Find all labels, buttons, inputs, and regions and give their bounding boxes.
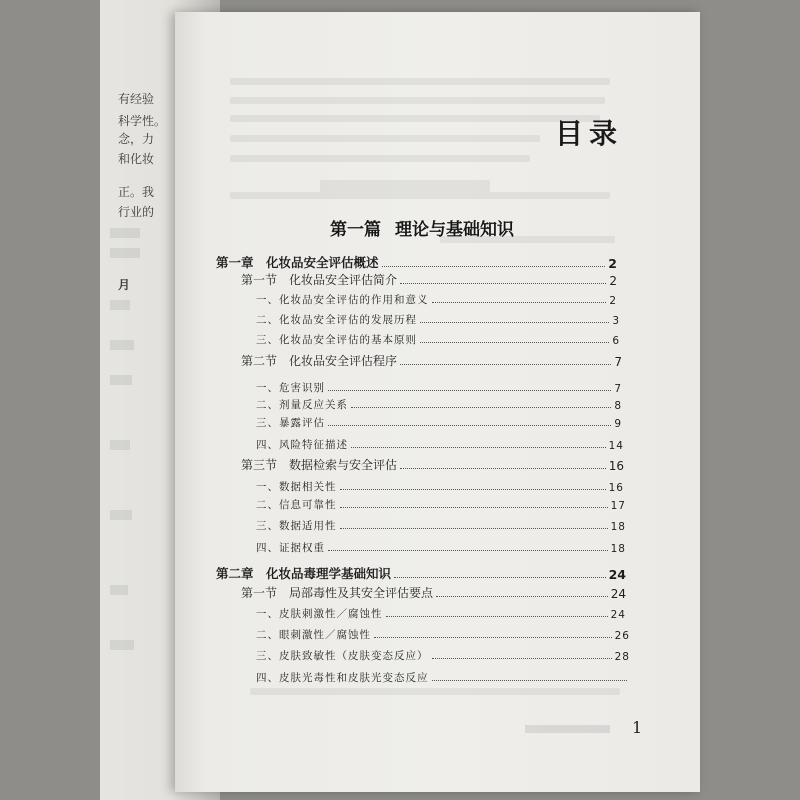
toc-entry — [256, 380, 622, 395]
part-prefix: 第一篇 — [330, 220, 381, 240]
left-page-fragment: 正。我 — [118, 185, 155, 199]
ghost-text — [230, 115, 600, 122]
ghost-text — [110, 510, 132, 520]
toc-entry — [256, 648, 630, 663]
toc-entry-page: 26 — [614, 630, 630, 642]
toc-leader-dots — [400, 364, 611, 365]
toc-entry-label: 一、皮肤刺激性／腐蚀性 — [256, 608, 383, 620]
toc-entry — [256, 670, 630, 685]
toc-entry-label: 二、眼刺激性／腐蚀性 — [256, 629, 371, 641]
ghost-text — [230, 155, 530, 162]
toc-entry-label: 第一节 化妆品安全评估简介 — [241, 273, 398, 287]
toc-entry — [256, 518, 626, 533]
left-page-fragment: 行业的 — [118, 205, 155, 219]
toc-entry — [256, 437, 624, 452]
toc-entry-label: 四、皮肤光毒性和皮肤光变态反应 — [256, 672, 429, 684]
toc-entry-label: 第一节 局部毒性及其安全评估要点 — [241, 586, 434, 600]
toc-entry — [216, 564, 626, 582]
ghost-text — [525, 725, 610, 733]
toc-entry — [241, 584, 626, 601]
part-name: 理论与基础知识 — [395, 220, 514, 240]
toc-leader-dots — [420, 342, 609, 343]
ghost-text — [110, 440, 130, 450]
page-number: 1 — [632, 718, 643, 737]
toc-leader-dots — [400, 468, 606, 469]
toc-entry-label: 三、数据适用性 — [256, 520, 337, 532]
toc-entry-page: 7 — [614, 355, 622, 369]
part-title — [330, 215, 514, 240]
toc-entry-page: 2 — [609, 274, 617, 288]
toc-entry-page: 9 — [614, 418, 622, 430]
toc-entry-page: 24 — [610, 609, 626, 621]
toc-entry-page: 28 — [614, 651, 630, 663]
toc-entry — [256, 312, 620, 327]
left-page-fragment: 月 — [118, 278, 131, 292]
page-title: 目录 — [555, 117, 624, 150]
left-page-fragment: 念，力 — [118, 132, 155, 146]
toc-leader-dots — [340, 489, 606, 490]
toc-entry — [241, 352, 622, 369]
toc-leader-dots — [436, 596, 608, 597]
toc-entry-page: 17 — [610, 500, 626, 512]
toc-entry-label: 二、化妆品安全评估的发展历程 — [256, 314, 417, 326]
toc-leader-dots — [351, 447, 606, 448]
toc-entry-page: 24 — [610, 587, 626, 601]
ghost-text — [110, 375, 132, 385]
toc-entry — [256, 497, 626, 512]
toc-entry — [256, 292, 617, 307]
ghost-text — [110, 228, 140, 238]
ghost-text — [230, 97, 605, 104]
toc-entry-label: 第二节 化妆品安全评估程序 — [241, 354, 398, 368]
toc-entry-label: 三、化妆品安全评估的基本原则 — [256, 334, 417, 346]
ghost-text — [110, 248, 140, 258]
ghost-text — [230, 78, 610, 85]
toc-entry-page: 24 — [608, 567, 626, 582]
toc-entry-page: 16 — [608, 459, 624, 473]
toc-entry-page: 2 — [609, 295, 617, 307]
toc-entry — [256, 332, 620, 347]
toc-leader-dots — [386, 616, 608, 617]
toc-entry-label: 一、化妆品安全评估的作用和意义 — [256, 294, 429, 306]
toc-entry-label: 第三节 数据检索与安全评估 — [241, 458, 398, 472]
toc-entry-label: 一、数据相关性 — [256, 481, 337, 493]
toc-entry — [216, 253, 617, 271]
toc-entry — [256, 540, 626, 555]
toc-entry — [256, 627, 630, 642]
toc-entry — [256, 606, 626, 621]
toc-entry-label: 第二章 化妆品毒理学基础知识 — [216, 566, 392, 581]
toc-entry-page: 3 — [612, 315, 620, 327]
ghost-text — [110, 300, 130, 310]
toc-entry-page: 14 — [608, 440, 624, 452]
toc-entry-label: 三、皮肤致敏性（皮肤变态反应） — [256, 650, 429, 662]
toc-leader-dots — [340, 507, 608, 508]
ghost-text — [250, 688, 620, 695]
toc-entry-label: 四、风险特征描述 — [256, 439, 348, 451]
toc-entry-label: 三、暴露评估 — [256, 417, 325, 429]
toc-entry-page: 7 — [614, 383, 622, 395]
toc-leader-dots — [351, 407, 611, 408]
toc-leader-dots — [432, 658, 612, 659]
toc-entry — [256, 397, 622, 412]
toc-entry-label: 二、信息可靠性 — [256, 499, 337, 511]
ghost-text — [320, 180, 490, 192]
toc-leader-dots — [400, 283, 606, 284]
toc-entry-label: 二、剂量反应关系 — [256, 399, 348, 411]
toc-entry-page: 8 — [614, 400, 622, 412]
toc-entry — [256, 479, 624, 494]
toc-entry-label: 一、危害识别 — [256, 382, 325, 394]
toc-leader-dots — [432, 680, 628, 681]
left-page-fragment: 有经验 — [118, 92, 155, 106]
toc-leader-dots — [340, 528, 608, 529]
toc-entry-page: 18 — [610, 543, 626, 555]
ghost-text — [110, 340, 134, 350]
ghost-text — [230, 192, 610, 199]
toc-entry — [256, 415, 622, 430]
toc-entry — [241, 271, 617, 288]
toc-leader-dots — [432, 302, 607, 303]
toc-leader-dots — [328, 550, 608, 551]
left-page-fragment: 和化妆 — [118, 152, 155, 166]
ghost-text — [110, 585, 128, 595]
toc-entry-page: 6 — [612, 335, 620, 347]
toc-entry-label: 第一章 化妆品安全评估概述 — [216, 255, 379, 270]
ghost-text — [230, 135, 540, 142]
toc-entry-page: 2 — [608, 256, 617, 271]
toc-entry-label: 四、证据权重 — [256, 542, 325, 554]
ghost-text — [110, 640, 134, 650]
toc-leader-dots — [382, 266, 606, 267]
toc-leader-dots — [394, 577, 606, 578]
toc-entry-page: 16 — [608, 482, 624, 494]
toc-leader-dots — [420, 322, 609, 323]
toc-leader-dots — [328, 425, 611, 426]
toc-entry-page: 18 — [610, 521, 626, 533]
left-page-fragment: 科学性。 — [118, 114, 167, 128]
toc-leader-dots — [328, 390, 611, 391]
toc-entry — [241, 456, 624, 473]
toc-leader-dots — [374, 637, 612, 638]
